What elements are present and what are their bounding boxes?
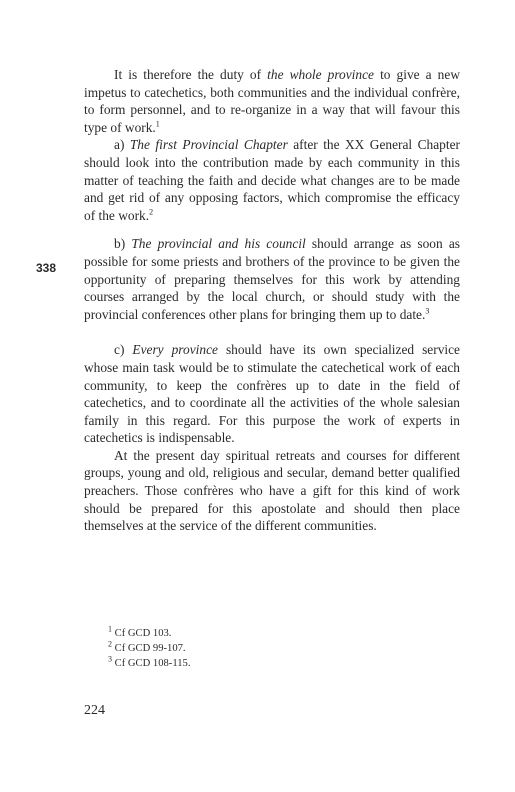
text-run: a) xyxy=(114,137,130,153)
footnote-number: 2 xyxy=(108,639,112,649)
paragraph-every-province xyxy=(84,341,460,447)
page-number: 224 xyxy=(84,703,105,718)
footnote-number: 3 xyxy=(108,654,112,664)
emphasis: Every province xyxy=(132,342,218,358)
paragraph-retreats: At the present day spiritual retreats and courses for different groups, young and old, religious and secular, demand better qualified preachers. Those confrères who have a gift for this kind of work should be prepared for this apostolate and should then place themselves at the service of the different communities. xyxy=(84,447,460,534)
footnote xyxy=(108,626,190,641)
footnote-ref: 2 xyxy=(149,207,154,217)
text-run: It is therefore the duty of xyxy=(114,67,268,82)
footnotes xyxy=(108,626,190,671)
footnote-text: Cf GCD 103. xyxy=(114,628,172,639)
paragraph-provincial-chapter xyxy=(84,136,460,224)
footnote-number: 1 xyxy=(108,624,112,634)
footnote xyxy=(108,656,190,671)
emphasis: The first Provincial Chapter xyxy=(129,137,288,153)
footnote-ref: 1 xyxy=(155,119,160,129)
footnote-text: Cf GCD 99-107. xyxy=(114,643,186,654)
margin-article-number: 338 xyxy=(36,261,57,275)
paragraph-provincial-council xyxy=(84,235,460,323)
footnote xyxy=(108,641,190,656)
text-run: to give a new impetus to catechetics, both communities and the individual confrère, to form personnel, and to re-organize in a way that will favour this type of work. xyxy=(84,67,460,135)
footnote-text: Cf GCD 108-115. xyxy=(114,658,191,669)
footnote-ref: 3 xyxy=(425,306,430,316)
text-run: c) xyxy=(114,342,133,358)
paragraph-province-duty xyxy=(84,66,460,136)
text-run: should arrange as soon as possible for some priests and brothers of the province to be given the opportunity of preparing themselves for this work by attending courses arranged by the local church, or should study with the provincial conferences other plans for bringing them up to date. xyxy=(84,236,460,322)
emphasis: the whole province xyxy=(267,67,374,82)
body-text xyxy=(84,66,460,535)
text-run: should have its own specialized service whose main task would be to stimulate the catechetical work of each community, to keep the confrères up to date in the field of catechetics, and to coordinate all the activities of the whole salesian family in this regard. For this purpose the work of experts in catechetics is indispensable. xyxy=(84,342,460,446)
text-run: b) xyxy=(114,236,132,252)
emphasis: The provincial and his council xyxy=(131,236,306,252)
text-run: after the XX General Chapter should look into the contribution made by each community in this matter of teaching the faith and decide what changes are to be made and get rid of any opposing factors, which compromise the efficacy of the work. xyxy=(84,137,460,223)
